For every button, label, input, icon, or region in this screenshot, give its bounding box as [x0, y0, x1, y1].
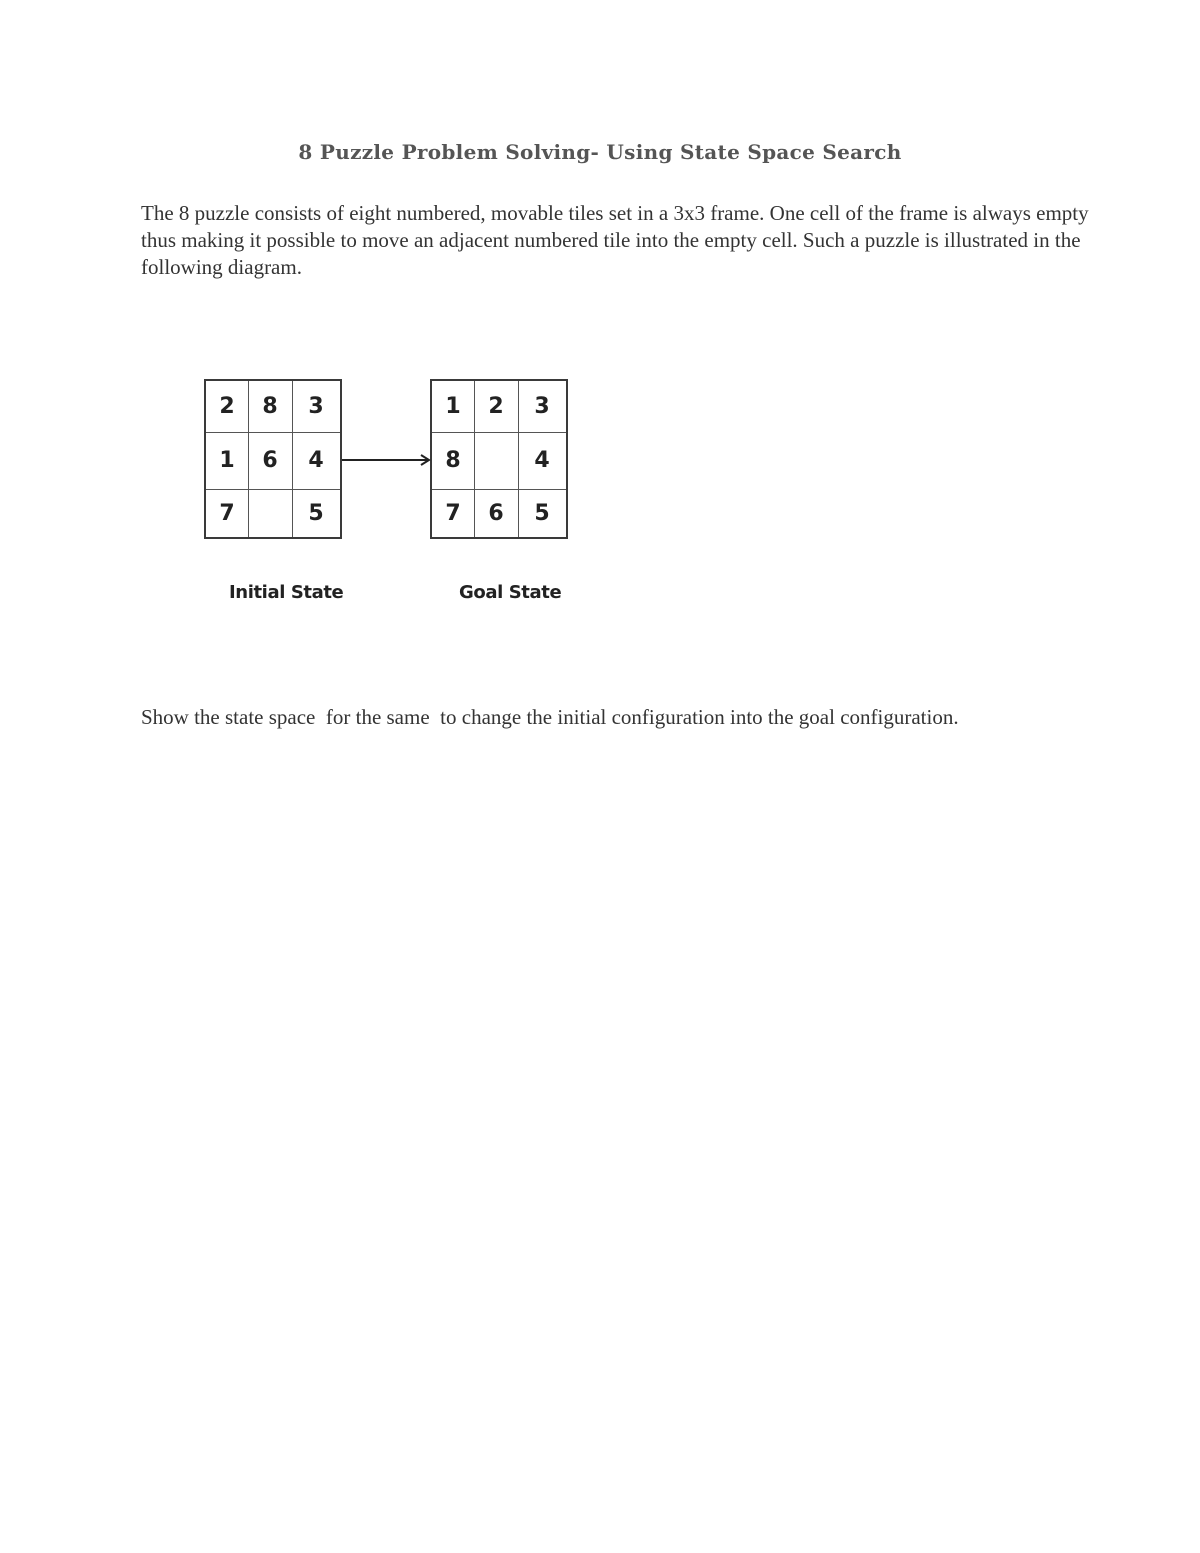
puzzle-tile: 4 — [308, 448, 324, 473]
puzzle-tile: 7 — [445, 500, 461, 526]
puzzle-tile: 8 — [262, 394, 278, 419]
puzzle-tile: 1 — [445, 394, 461, 419]
puzzle-tile: 6 — [488, 500, 504, 526]
puzzle-tile: 3 — [308, 394, 324, 419]
puzzle-tile: 3 — [534, 394, 550, 419]
puzzle-tile: 6 — [262, 448, 278, 473]
intro-paragraph: The 8 puzzle consists of eight numbered, movable tiles set in a 3x3 frame. One cell of the frame is always empty thus making it possible to move an adjacent numbered tile into the empty cell. Such a puzzle is illustrated in the following diagram. — [141, 201, 1089, 279]
empty-tile — [474, 432, 518, 489]
initial-state-label: Initial State — [229, 582, 344, 603]
transition-arrow — [342, 452, 434, 468]
puzzle-tile: 2 — [488, 394, 504, 419]
goal-state-label: Goal State — [459, 582, 562, 603]
puzzle-tile: 5 — [534, 500, 550, 526]
puzzle-tile: 5 — [308, 500, 324, 526]
puzzle-tile: 8 — [445, 448, 461, 473]
goal-state-grid — [430, 379, 568, 539]
puzzle-tile: 7 — [219, 500, 235, 526]
empty-tile — [248, 489, 292, 537]
puzzle-tile: 2 — [219, 394, 235, 419]
question-paragraph: Show the state space for the same to change the initial configuration into the goal configuration. — [141, 705, 959, 729]
puzzle-tile: 1 — [219, 448, 235, 473]
page-title: 8 Puzzle Problem Solving- Using State Space Search — [298, 140, 902, 164]
puzzle-tile: 4 — [534, 448, 550, 473]
initial-state-grid — [204, 379, 342, 539]
